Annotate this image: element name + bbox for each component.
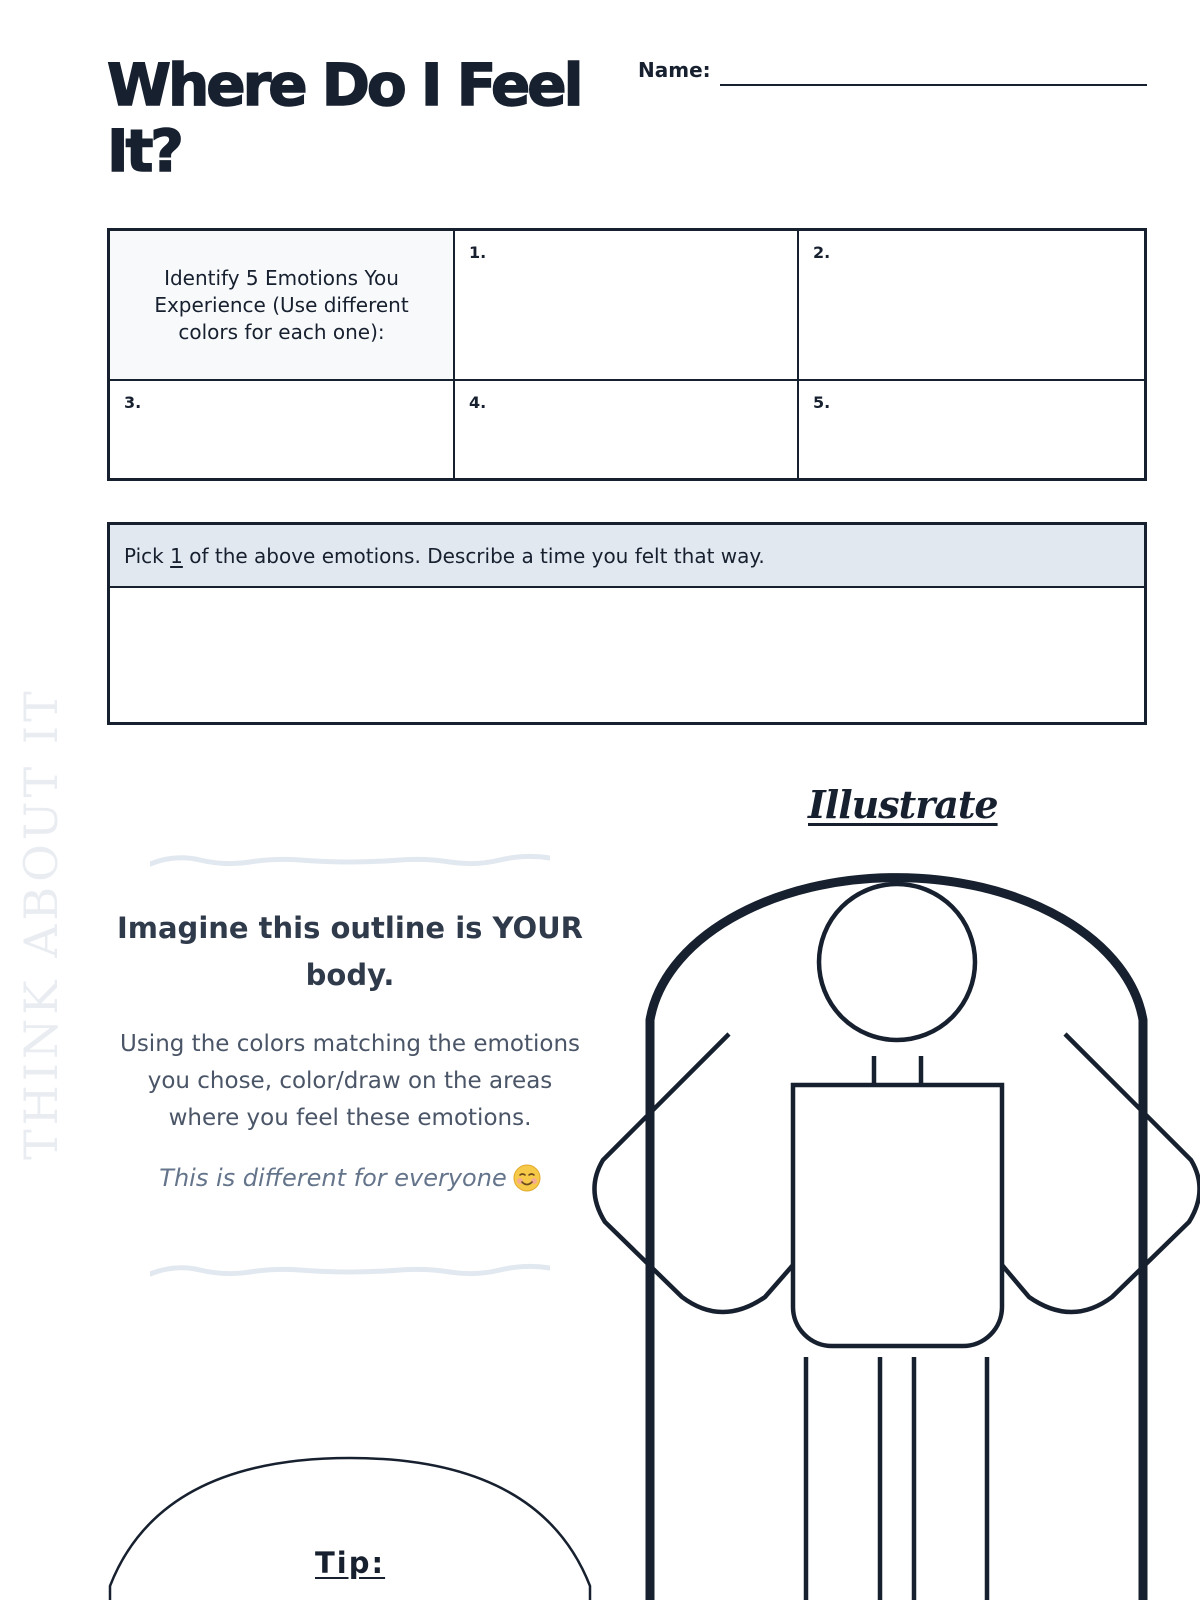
instructions-text: Using the colors matching the emotions you chose, color/draw on the areas where you feel these emotions. xyxy=(119,1031,581,1131)
describe-prefix: Pick xyxy=(124,543,164,568)
torso-outline xyxy=(793,1085,1002,1346)
emotion-number: 1. xyxy=(469,243,487,262)
emotion-number: 4. xyxy=(469,393,487,412)
name-label: Name: xyxy=(638,58,711,82)
head-outline xyxy=(819,884,975,1040)
describe-number: 1 xyxy=(170,543,183,568)
tip-label: Tip: xyxy=(315,1546,386,1580)
emotion-number: 5. xyxy=(813,393,831,412)
side-watermark-text: THINK ABOUT IT xyxy=(14,687,68,1160)
different-note-text: This is different for everyone xyxy=(159,1164,507,1192)
page-title: Where Do I Feel It? xyxy=(107,51,581,185)
emotion-number: 3. xyxy=(124,393,142,412)
left-arm-outline xyxy=(594,1034,793,1312)
emotions-prompt-cell: Identify 5 Emotions You Experience (Use different colors for each one): xyxy=(110,231,455,381)
emotion-number: 2. xyxy=(813,243,831,262)
illustrate-heading: Illustrate xyxy=(808,782,998,827)
imagine-heading: Imagine this outline is YOUR body. xyxy=(116,911,583,992)
body-frame-outline xyxy=(650,878,1143,1600)
right-arm-outline xyxy=(1002,1034,1200,1312)
describe-suffix: of the above emotions. Describe a time you felt that way. xyxy=(189,543,765,568)
